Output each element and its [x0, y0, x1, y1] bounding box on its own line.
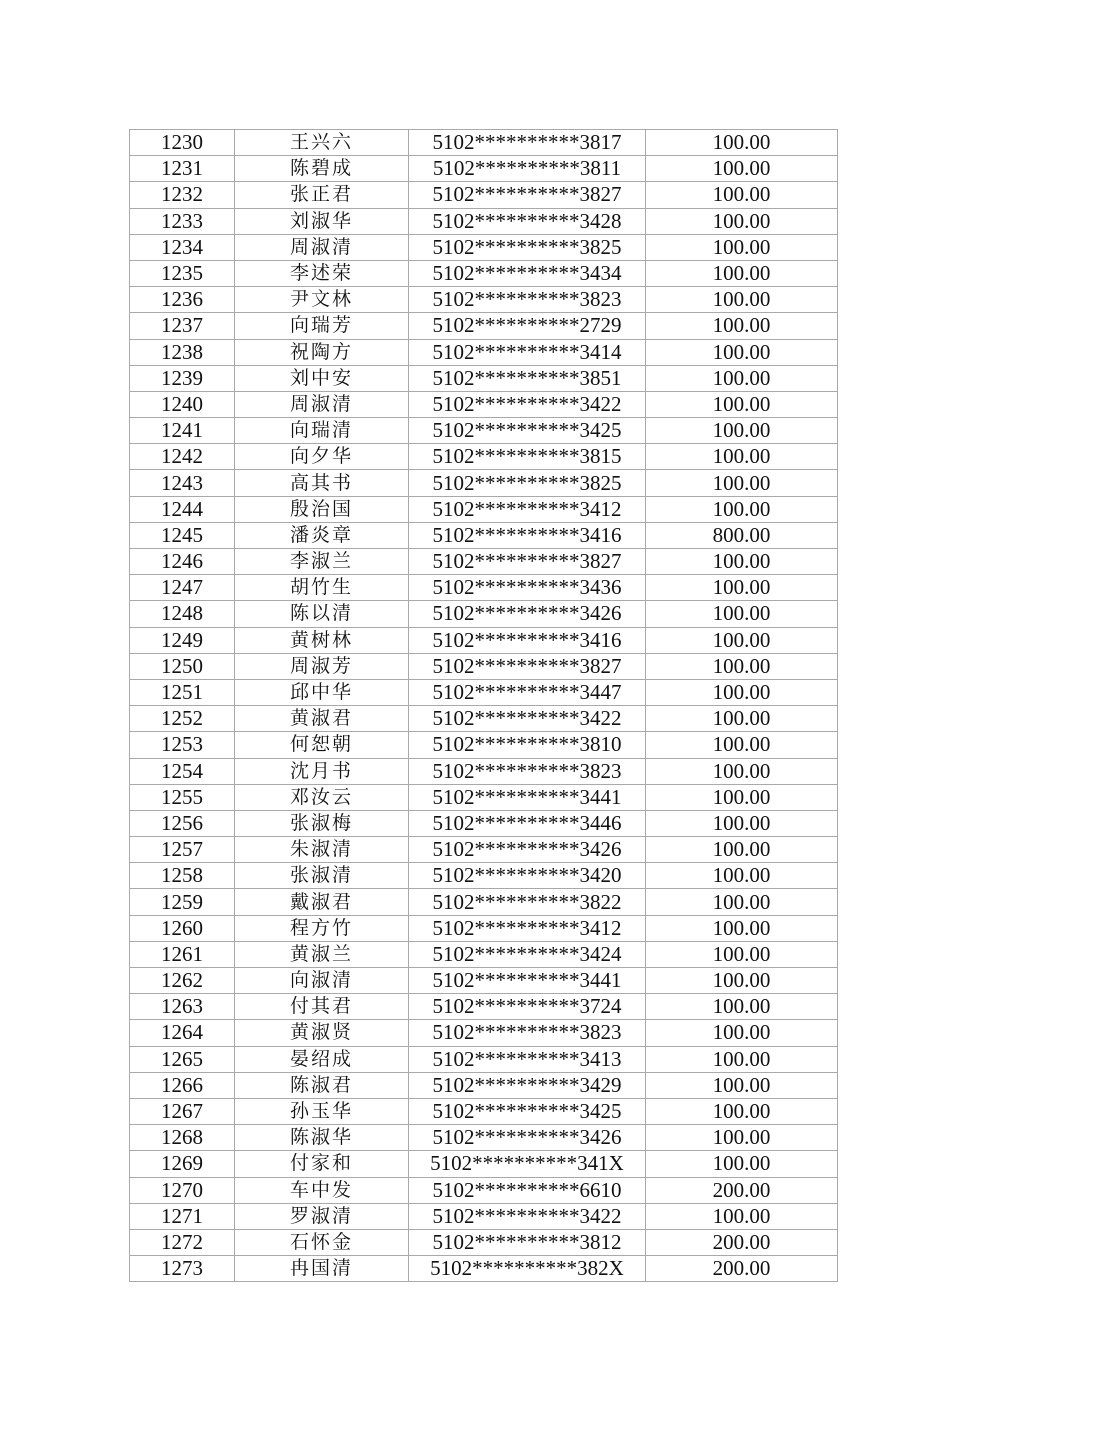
table-row: [130, 679, 838, 705]
id-number-cell: 5102**********3825: [409, 470, 646, 496]
name-cell: 何恕朝: [235, 732, 409, 758]
name-cell: 张淑梅: [235, 810, 409, 836]
amount-cell: 100.00: [646, 313, 838, 339]
table-row: [130, 470, 838, 496]
name-cell: 石怀金: [235, 1229, 409, 1255]
name-cell: 程方竹: [235, 915, 409, 941]
name-cell: 周淑芳: [235, 653, 409, 679]
name-cell: 付其君: [235, 994, 409, 1020]
amount-cell: 100.00: [646, 784, 838, 810]
name-cell: 黄淑兰: [235, 941, 409, 967]
row-number-cell: 1263: [130, 994, 235, 1020]
table-row: [130, 732, 838, 758]
row-number-cell: 1258: [130, 863, 235, 889]
row-number-cell: 1256: [130, 810, 235, 836]
id-number-cell: 5102**********3426: [409, 601, 646, 627]
amount-cell: 100.00: [646, 1151, 838, 1177]
id-number-cell: 5102**********3822: [409, 889, 646, 915]
name-cell: 黄淑贤: [235, 1020, 409, 1046]
name-cell: 戴淑君: [235, 889, 409, 915]
row-number-cell: 1265: [130, 1046, 235, 1072]
amount-cell: 100.00: [646, 418, 838, 444]
table-row: [130, 418, 838, 444]
name-cell: 邱中华: [235, 679, 409, 705]
row-number-cell: 1272: [130, 1229, 235, 1255]
row-number-cell: 1269: [130, 1151, 235, 1177]
amount-cell: 200.00: [646, 1177, 838, 1203]
amount-cell: 200.00: [646, 1256, 838, 1282]
amount-cell: 100.00: [646, 758, 838, 784]
id-number-cell: 5102**********3428: [409, 208, 646, 234]
name-cell: 王兴六: [235, 130, 409, 156]
row-number-cell: 1264: [130, 1020, 235, 1046]
amount-cell: 100.00: [646, 575, 838, 601]
id-number-cell: 5102**********3412: [409, 496, 646, 522]
id-number-cell: 5102**********3812: [409, 1229, 646, 1255]
table-row: [130, 391, 838, 417]
id-number-cell: 5102**********3429: [409, 1072, 646, 1098]
id-number-cell: 5102**********3827: [409, 182, 646, 208]
id-number-cell: 5102**********3447: [409, 679, 646, 705]
row-number-cell: 1245: [130, 522, 235, 548]
table-row: [130, 234, 838, 260]
table-row: [130, 758, 838, 784]
id-number-cell: 5102**********3422: [409, 1203, 646, 1229]
name-cell: 李淑兰: [235, 549, 409, 575]
name-cell: 张淑清: [235, 863, 409, 889]
table-row: [130, 156, 838, 182]
amount-cell: 100.00: [646, 470, 838, 496]
amount-cell: 100.00: [646, 1072, 838, 1098]
id-number-cell: 5102**********3426: [409, 837, 646, 863]
row-number-cell: 1268: [130, 1125, 235, 1151]
row-number-cell: 1257: [130, 837, 235, 863]
name-cell: 祝陶方: [235, 339, 409, 365]
amount-cell: 100.00: [646, 1125, 838, 1151]
table-row: [130, 1046, 838, 1072]
name-cell: 殷治国: [235, 496, 409, 522]
row-number-cell: 1248: [130, 601, 235, 627]
id-number-cell: 5102**********3823: [409, 287, 646, 313]
row-number-cell: 1244: [130, 496, 235, 522]
amount-cell: 100.00: [646, 287, 838, 313]
row-number-cell: 1242: [130, 444, 235, 470]
row-number-cell: 1266: [130, 1072, 235, 1098]
id-number-cell: 5102**********3446: [409, 810, 646, 836]
id-number-cell: 5102**********3823: [409, 758, 646, 784]
row-number-cell: 1247: [130, 575, 235, 601]
table-row: [130, 968, 838, 994]
amount-cell: 100.00: [646, 549, 838, 575]
id-number-cell: 5102**********3434: [409, 260, 646, 286]
name-cell: 向瑞芳: [235, 313, 409, 339]
table-row: [130, 1072, 838, 1098]
table-row: [130, 444, 838, 470]
amount-cell: 100.00: [646, 601, 838, 627]
row-number-cell: 1239: [130, 365, 235, 391]
row-number-cell: 1252: [130, 706, 235, 732]
row-number-cell: 1255: [130, 784, 235, 810]
id-number-cell: 5102**********3441: [409, 784, 646, 810]
id-number-cell: 5102**********3825: [409, 234, 646, 260]
row-number-cell: 1241: [130, 418, 235, 444]
amount-cell: 100.00: [646, 706, 838, 732]
amount-cell: 100.00: [646, 365, 838, 391]
id-number-cell: 5102**********3425: [409, 1098, 646, 1124]
name-cell: 陈淑君: [235, 1072, 409, 1098]
row-number-cell: 1267: [130, 1098, 235, 1124]
table-row: [130, 706, 838, 732]
id-number-cell: 5102**********3436: [409, 575, 646, 601]
id-number-cell: 5102**********6610: [409, 1177, 646, 1203]
row-number-cell: 1238: [130, 339, 235, 365]
table-row: [130, 915, 838, 941]
table-row: [130, 1256, 838, 1282]
name-cell: 罗淑清: [235, 1203, 409, 1229]
row-number-cell: 1231: [130, 156, 235, 182]
amount-cell: 200.00: [646, 1229, 838, 1255]
name-cell: 孙玉华: [235, 1098, 409, 1124]
table-row: [130, 182, 838, 208]
amount-cell: 100.00: [646, 444, 838, 470]
table-row: [130, 1020, 838, 1046]
table-row: [130, 313, 838, 339]
row-number-cell: 1232: [130, 182, 235, 208]
payment-table-body: [130, 130, 838, 1282]
name-cell: 陈淑华: [235, 1125, 409, 1151]
id-number-cell: 5102**********3817: [409, 130, 646, 156]
amount-cell: 100.00: [646, 679, 838, 705]
row-number-cell: 1233: [130, 208, 235, 234]
table-row: [130, 810, 838, 836]
table-row: [130, 208, 838, 234]
name-cell: 高其书: [235, 470, 409, 496]
id-number-cell: 5102**********3424: [409, 941, 646, 967]
table-row: [130, 627, 838, 653]
row-number-cell: 1254: [130, 758, 235, 784]
table-row: [130, 889, 838, 915]
id-number-cell: 5102**********3827: [409, 653, 646, 679]
table-row: [130, 784, 838, 810]
id-number-cell: 5102**********3851: [409, 365, 646, 391]
row-number-cell: 1262: [130, 968, 235, 994]
id-number-cell: 5102**********3426: [409, 1125, 646, 1151]
amount-cell: 100.00: [646, 994, 838, 1020]
amount-cell: 100.00: [646, 627, 838, 653]
name-cell: 张正君: [235, 182, 409, 208]
id-number-cell: 5102**********382X: [409, 1256, 646, 1282]
name-cell: 潘炎章: [235, 522, 409, 548]
name-cell: 李述荣: [235, 260, 409, 286]
amount-cell: 100.00: [646, 863, 838, 889]
table-row: [130, 575, 838, 601]
id-number-cell: 5102**********3815: [409, 444, 646, 470]
table-row: [130, 1229, 838, 1255]
amount-cell: 100.00: [646, 156, 838, 182]
id-number-cell: 5102**********3823: [409, 1020, 646, 1046]
row-number-cell: 1270: [130, 1177, 235, 1203]
name-cell: 晏绍成: [235, 1046, 409, 1072]
name-cell: 向夕华: [235, 444, 409, 470]
amount-cell: 100.00: [646, 915, 838, 941]
amount-cell: 100.00: [646, 496, 838, 522]
name-cell: 沈月书: [235, 758, 409, 784]
row-number-cell: 1271: [130, 1203, 235, 1229]
amount-cell: 100.00: [646, 968, 838, 994]
table-row: [130, 260, 838, 286]
row-number-cell: 1273: [130, 1256, 235, 1282]
amount-cell: 100.00: [646, 130, 838, 156]
name-cell: 尹文林: [235, 287, 409, 313]
row-number-cell: 1237: [130, 313, 235, 339]
row-number-cell: 1235: [130, 260, 235, 286]
id-number-cell: 5102**********3422: [409, 706, 646, 732]
id-number-cell: 5102**********3414: [409, 339, 646, 365]
id-number-cell: 5102**********3412: [409, 915, 646, 941]
table-row: [130, 496, 838, 522]
name-cell: 胡竹生: [235, 575, 409, 601]
name-cell: 陈以清: [235, 601, 409, 627]
id-number-cell: 5102**********3416: [409, 627, 646, 653]
table-row: [130, 549, 838, 575]
amount-cell: 100.00: [646, 260, 838, 286]
table-row: [130, 522, 838, 548]
row-number-cell: 1250: [130, 653, 235, 679]
amount-cell: 100.00: [646, 1020, 838, 1046]
name-cell: 向淑清: [235, 968, 409, 994]
table-row: [130, 1203, 838, 1229]
row-number-cell: 1234: [130, 234, 235, 260]
row-number-cell: 1243: [130, 470, 235, 496]
amount-cell: 100.00: [646, 653, 838, 679]
row-number-cell: 1251: [130, 679, 235, 705]
table-row: [130, 941, 838, 967]
row-number-cell: 1236: [130, 287, 235, 313]
row-number-cell: 1230: [130, 130, 235, 156]
row-number-cell: 1261: [130, 941, 235, 967]
id-number-cell: 5102**********3724: [409, 994, 646, 1020]
id-number-cell: 5102**********3810: [409, 732, 646, 758]
amount-cell: 100.00: [646, 732, 838, 758]
amount-cell: 100.00: [646, 234, 838, 260]
name-cell: 向瑞清: [235, 418, 409, 444]
table-row: [130, 287, 838, 313]
id-number-cell: 5102**********3441: [409, 968, 646, 994]
amount-cell: 100.00: [646, 837, 838, 863]
table-row: [130, 130, 838, 156]
row-number-cell: 1249: [130, 627, 235, 653]
row-number-cell: 1260: [130, 915, 235, 941]
table-row: [130, 1151, 838, 1177]
name-cell: 刘淑华: [235, 208, 409, 234]
table-row: [130, 365, 838, 391]
id-number-cell: 5102**********3827: [409, 549, 646, 575]
id-number-cell: 5102**********3420: [409, 863, 646, 889]
row-number-cell: 1240: [130, 391, 235, 417]
table-row: [130, 1177, 838, 1203]
row-number-cell: 1246: [130, 549, 235, 575]
amount-cell: 100.00: [646, 1046, 838, 1072]
id-number-cell: 5102**********3416: [409, 522, 646, 548]
table-row: [130, 837, 838, 863]
row-number-cell: 1259: [130, 889, 235, 915]
name-cell: 周淑清: [235, 391, 409, 417]
row-number-cell: 1253: [130, 732, 235, 758]
amount-cell: 800.00: [646, 522, 838, 548]
name-cell: 冉国清: [235, 1256, 409, 1282]
name-cell: 周淑清: [235, 234, 409, 260]
id-number-cell: 5102**********3413: [409, 1046, 646, 1072]
amount-cell: 100.00: [646, 1203, 838, 1229]
amount-cell: 100.00: [646, 339, 838, 365]
amount-cell: 100.00: [646, 889, 838, 915]
amount-cell: 100.00: [646, 391, 838, 417]
amount-cell: 100.00: [646, 208, 838, 234]
name-cell: 黄淑君: [235, 706, 409, 732]
amount-cell: 100.00: [646, 1098, 838, 1124]
table-row: [130, 339, 838, 365]
name-cell: 朱淑清: [235, 837, 409, 863]
payment-table: [129, 129, 838, 1282]
amount-cell: 100.00: [646, 941, 838, 967]
table-row: [130, 1098, 838, 1124]
id-number-cell: 5102**********341X: [409, 1151, 646, 1177]
id-number-cell: 5102**********3811: [409, 156, 646, 182]
name-cell: 陈碧成: [235, 156, 409, 182]
table-row: [130, 601, 838, 627]
table-row: [130, 653, 838, 679]
table-row: [130, 863, 838, 889]
amount-cell: 100.00: [646, 810, 838, 836]
amount-cell: 100.00: [646, 182, 838, 208]
name-cell: 刘中安: [235, 365, 409, 391]
name-cell: 邓汝云: [235, 784, 409, 810]
name-cell: 车中发: [235, 1177, 409, 1203]
name-cell: 黄树林: [235, 627, 409, 653]
table-row: [130, 1125, 838, 1151]
id-number-cell: 5102**********3422: [409, 391, 646, 417]
name-cell: 付家和: [235, 1151, 409, 1177]
table-row: [130, 994, 838, 1020]
id-number-cell: 5102**********2729: [409, 313, 646, 339]
id-number-cell: 5102**********3425: [409, 418, 646, 444]
